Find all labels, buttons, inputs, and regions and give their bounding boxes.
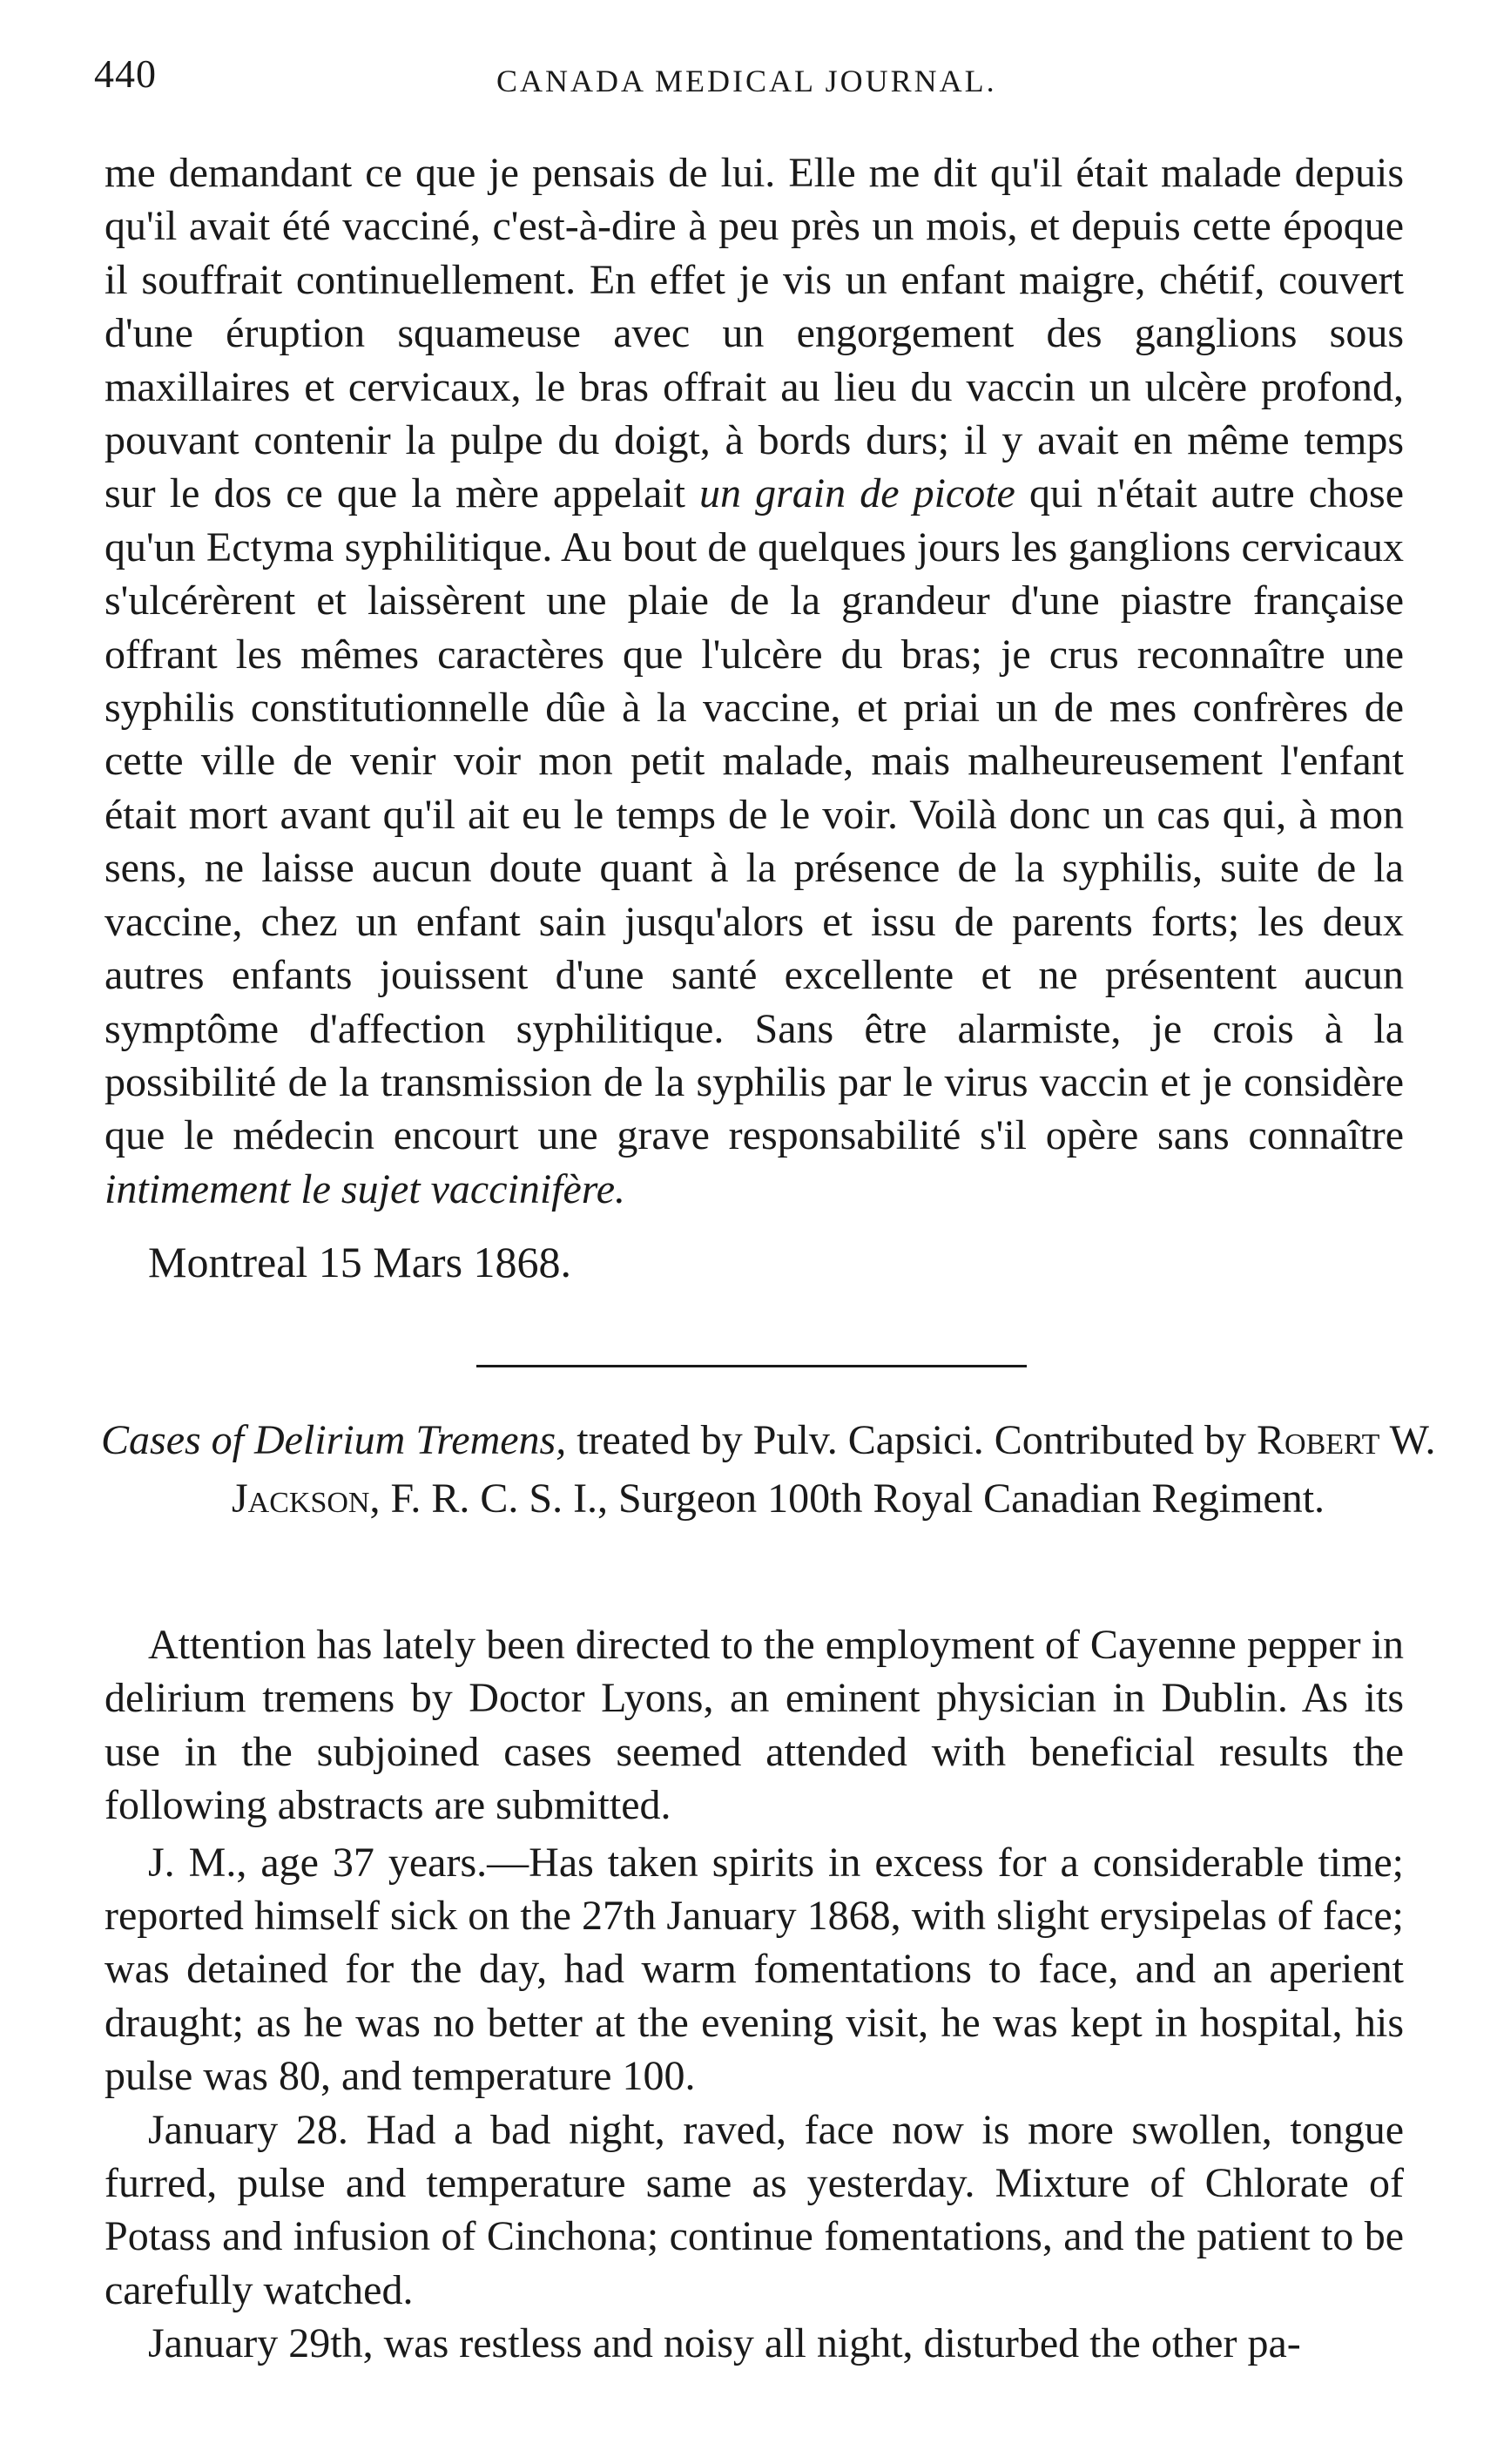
italic-phrase: un grain de picote	[699, 470, 1015, 517]
article-title-rest: treated by Pulv. Capsici. Contributed by	[577, 1417, 1247, 1463]
dateline: Montreal 15 Mars 1868.	[148, 1238, 572, 1286]
running-head: CANADA MEDICAL JOURNAL.	[496, 64, 997, 98]
italic-phrase-closing: intimement le sujet vaccinifère.	[105, 1165, 626, 1212]
section-divider-rule	[476, 1365, 1027, 1367]
article-heading	[101, 1411, 1497, 1528]
article-body	[105, 1618, 1404, 2371]
paragraph	[105, 146, 1404, 1216]
article-title: Cases of Delirium Tremens,	[101, 1417, 567, 1463]
paragraph-text-continued: qui n'était autre chose qu'un Ectyma syphilitique. Au bout de quelques jours les ganglions cervicaux s'ulcérèrent et laissèrent une plaie de la grandeur d'une piastre française offrant les mêmes caractères que l'ulcère du bras; je crus reconnaître une syphilis constitutionnelle dûe à la vaccine, et priai un de mes confrères de cette ville de venir voir mon petit malade, mais malheureusement l'enfant était mort avant qu'il ait eu le temps de le voir. Voilà donc un cas qui, à mon sens, ne laisse aucun doute quant à la présence de la syphilis, suite de la vaccine, chez un enfant sain jusqu'alors et issu de parents forts; les deux autres enfants jouissent d'une santé excellente et ne présentent aucun symptôme d'affection syphilitique. Sans être alarmiste, je crois à la possibilité de la transmission de la syphilis par le virus vaccin et je considère que le médecin encourt une grave responsabilité s'il opère sans connaître	[105, 470, 1404, 1159]
article-author-rest: F. R. C. S. I., Surgeon 100th Royal Canadian Regiment.	[390, 1475, 1325, 1522]
article-paragraph: J. M., age 37 years.—Has taken spirits in excess for a considerable time; reported himself sick on the 27th January 1868, with slight erysipelas of face; was detained for the day, had warm fomentations to face, and an aperient draught; as he was no better at the evening visit, he was kept in hospital, his pulse was 80, and temperature 100.	[105, 1839, 1404, 2100]
paragraph-text: me demandant ce que je pensais de lui. Elle me dit qu'il était malade depuis qu'il avait été vacciné, c'est-à-dire à peu près un mois, et depuis cette époque il souffrait continuellement. En effet je vis un enfant maigre, chétif, couvert d'une éruption squameuse avec un engorgement des ganglions sous maxillaires et cervicaux, le bras offrait au lieu du vaccin un ulcère profond, pouvant contenir la pulpe du doigt, à bords durs; il y avait en même temps sur le dos ce que la mère appelait	[105, 150, 1404, 517]
article-paragraph: January 28. Had a bad night, raved, face now is more swollen, tongue furred, pulse and temperature same as yesterday. Mixture of Chlorate of Potass and infusion of Cinchona; continue fomentations, and the patient to be carefully watched.	[105, 2106, 1404, 2313]
page-number: 440	[94, 51, 157, 96]
article-paragraph: Attention has lately been directed to the employment of Cayenne pepper in delirium tremens by Doctor Lyons, an eminent physician in Dublin. As its use in the subjoined cases seemed attended with beneficial results the following abstracts are submitted.	[105, 1622, 1404, 1829]
body-section-continuation	[105, 146, 1404, 1216]
article-paragraph: January 29th, was restless and noisy all night, disturbed the other pa-	[148, 2320, 1301, 2367]
article-author: Robert W. Jackson,	[232, 1417, 1436, 1522]
